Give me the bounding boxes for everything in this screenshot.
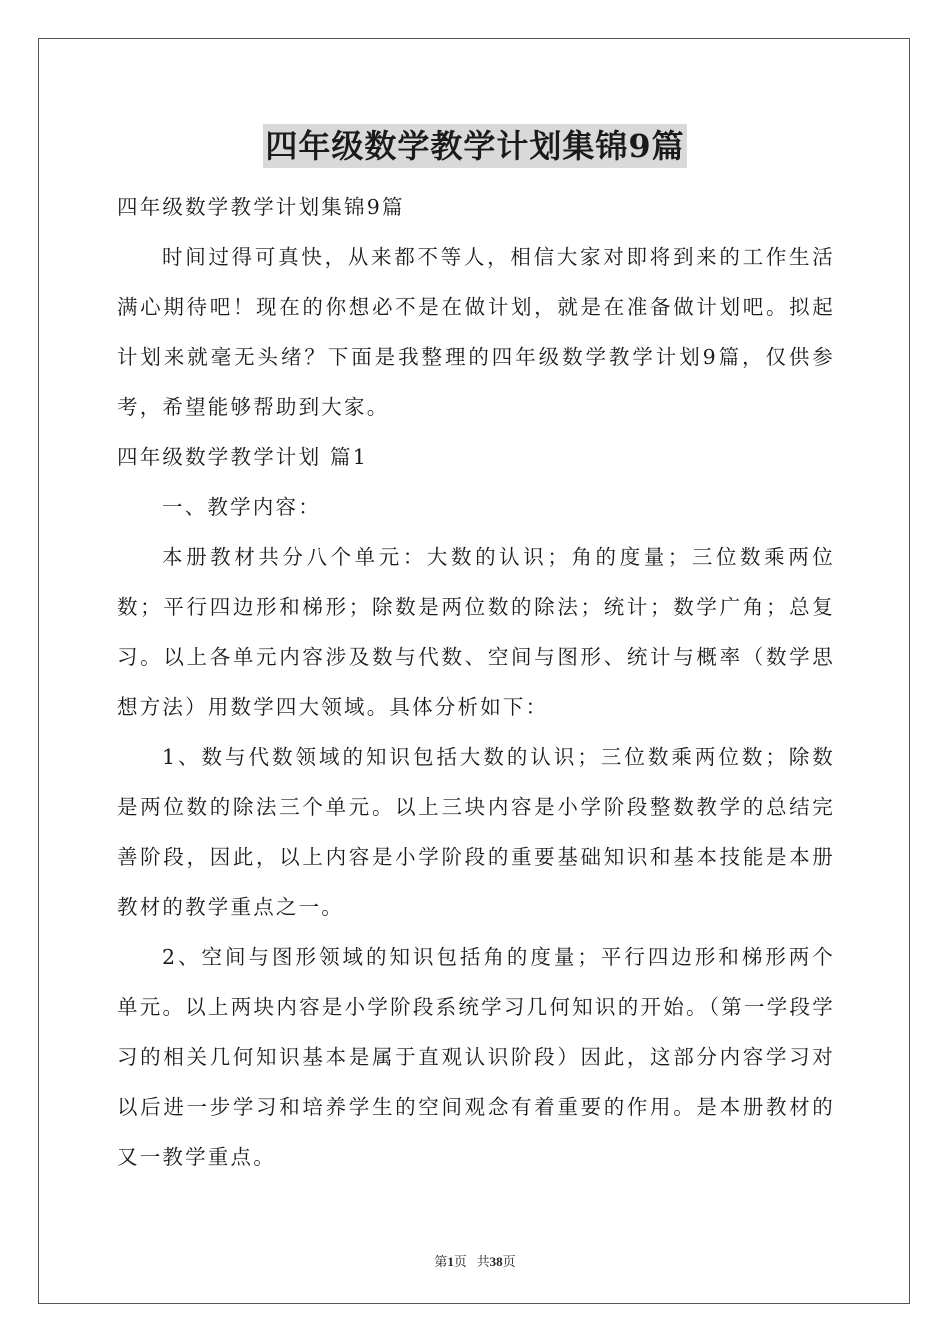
paragraph-subtitle: 四年级数学教学计划集锦9篇 bbox=[117, 195, 405, 219]
document-title: 四年级数学教学计划集锦9篇 bbox=[263, 124, 686, 168]
title-container bbox=[0, 124, 950, 168]
page-footer bbox=[0, 1251, 950, 1270]
paragraph-space-shapes: 2、空间与图形领域的知识包括角的度量；平行四边形和梯形两个单元。以上两块内容是小学阶段系统学习几何知识的开始。（第一学段学习的相关几何知识基本是属于直观认识阶段）因此，这部分内容学习对以后进一步学习和培养学生的空间观念有着重要的作用。是本册教材的又一教学重点。 bbox=[117, 945, 835, 1169]
footer-total-pages: 38 bbox=[489, 1254, 503, 1269]
paragraph-number-algebra: 1、数与代数领域的知识包括大数的认识；三位数乘两位数；除数是两位数的除法三个单元。以上三块内容是小学阶段整数教学的总结完善阶段，因此，以上内容是小学阶段的重要基础知识和基本技能是本册教材的教学重点之一。 bbox=[117, 745, 835, 919]
footer-total-suffix: 页 bbox=[502, 1254, 516, 1269]
footer-page-prefix: 第 bbox=[434, 1254, 448, 1269]
section-heading: 四年级数学教学计划 篇1 bbox=[117, 445, 368, 469]
paragraph-units: 本册教材共分八个单元：大数的认识；角的度量；三位数乘两位数；平行四边形和梯形；除数是两位数的除法；统计；数学广角；总复习。以上各单元内容涉及数与代数、空间与图形、统计与概率（数学思想方法）用数学四大领域。具体分析如下： bbox=[117, 545, 835, 719]
document-body bbox=[117, 182, 835, 1182]
paragraph-intro: 时间过得可真快，从来都不等人，相信大家对即将到来的工作生活满心期待吧！现在的你想必不是在做计划，就是在准备做计划吧。拟起计划来就毫无头绪？下面是我整理的四年级数学教学计划9篇，仅供参考，希望能够帮助到大家。 bbox=[117, 245, 835, 419]
subheading-teaching-content: 一、教学内容： bbox=[162, 495, 321, 519]
footer-page-suffix: 页 bbox=[453, 1254, 467, 1269]
footer-page-number: 1 bbox=[447, 1254, 454, 1269]
footer-total-prefix: 共 bbox=[476, 1254, 490, 1269]
